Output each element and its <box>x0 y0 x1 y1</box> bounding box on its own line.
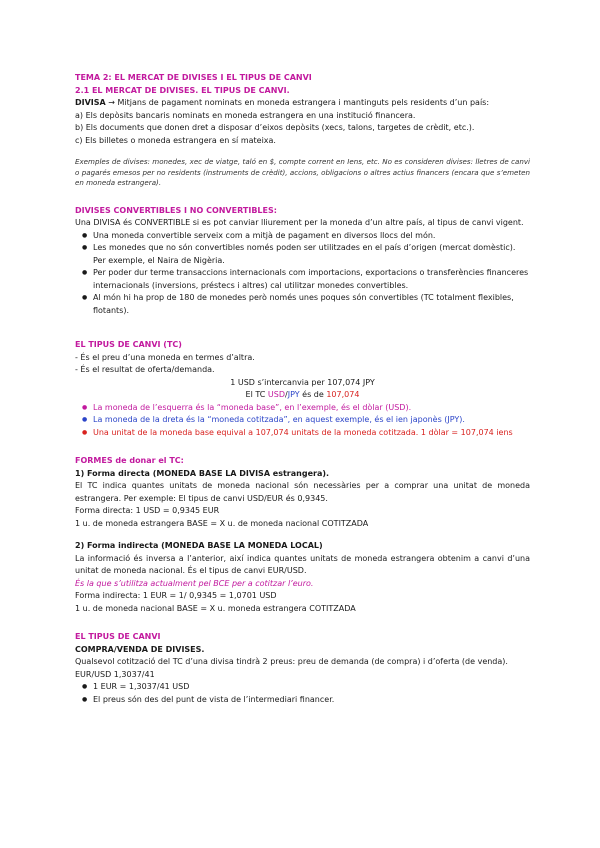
divisa-definition <box>75 97 530 110</box>
forma-directa-formula: Forma directa: 1 USD = 0,9345 EUR <box>75 506 220 516</box>
convertibles-heading: DIVISES CONVERTIBLES I NO CONVERTIBLES: <box>75 205 277 215</box>
tema-subtitle: 2.1 EL MERCAT DE DIVISES. EL TIPUS DE CANVI. <box>75 85 290 95</box>
tc-value-line <box>75 389 530 402</box>
list-item: ● Una unitat de la moneda base equival a 107,074 unitats de la moneda cotitzada. 1 dòlar = 107,074 iens <box>75 427 530 440</box>
tc-line-2: - És el resultat de oferta/demanda. <box>75 365 215 375</box>
divisa-item-c: c) Els billetes o moneda estrangera en sí mateixa. <box>75 135 276 145</box>
forma-indirecta-text: La informació és inversa a l’anterior, així indica quantes unitats de moneda estrangera obtenim a canvi d’una unitat de moneda nacional. És el tipus de canvi EUR/USD. <box>75 553 530 576</box>
forma-indirecta-base: 1 u. de moneda nacional BASE = X u. moneda estrangera COTITZADA <box>75 603 356 613</box>
compra-heading: EL TIPUS DE CANVI <box>75 632 161 642</box>
compra-subheading: COMPRA/VENDA DE DIVISES. <box>75 644 205 654</box>
list-item: ● El preus són des del punt de vista de l’intermediari financer. <box>75 694 530 707</box>
convertibles-list <box>75 230 530 318</box>
forma-directa-title: 1) Forma directa (MONEDA BASE LA DIVISA estrangera). <box>75 468 330 478</box>
forma-indirecta-note: És la que s’utilitza actualment pel BCE per a cotitzar l’euro. <box>75 578 314 588</box>
tc-el-tc: El TC <box>245 390 268 400</box>
list-item: ● Per poder dur terme transaccions internacionals com importacions, exportacions o transferències financeres internacionals (inversions, préstecs i altres) cal utilitzar monedes convertibles. <box>75 267 530 292</box>
list-item: ● La moneda de l’esquerra és la “moneda base”, en l’exemple, és el dòlar (USD). <box>75 402 530 415</box>
tc-list <box>75 402 530 440</box>
divisa-examples: Exemples de divises: monedes, xec de viatge, taló en $, compte corrent en Iens, etc. No es consideren divises: lletres de canvi o pagarés emesos per no residents (instruments de crèdit), accions, obligacions o altres actius financers (encara que s’emeten en moneda estrangera). <box>75 157 530 188</box>
tc-heading: EL TIPUS DE CANVI (TC) <box>75 340 182 350</box>
divisa-item-b: b) Els documents que donen dret a disposar d’eixos depòsits (xecs, talons, targetes de crèdit, etc.). <box>75 123 475 132</box>
list-item: ● Una moneda convertible serveix com a mitjà de pagament en diversos llocs del món. <box>75 230 530 243</box>
list-item: ● Al món hi ha prop de 180 de monedes però només unes poques són convertibles (TC totalment flexibles, flotants). <box>75 292 530 317</box>
tc-slash: / <box>285 390 288 400</box>
tc-usd: USD <box>267 390 286 400</box>
compra-text: Qualsevol cotització del TC d’una divisa tindrà 2 preus: preu de demanda (de compra) i d’oferta (de venda). <box>75 657 508 667</box>
divisa-item-a: a) Els depòsits bancaris nominats en moneda estrangera en una institució financera. <box>75 110 416 120</box>
tc-es-de: és de <box>299 390 327 400</box>
compra-pair: EUR/USD 1,3037/41 <box>75 669 155 679</box>
tema-title: TEMA 2: EL MERCAT DE DIVISES I EL TIPUS DE CANVI <box>75 73 312 82</box>
forma-directa-text: El TC indica quantes unitats de moneda nacional són necessàries per a comprar una unitat de moneda estrangera. Per exemple: El tipus de canvi USD/EUR és 0,9345. <box>75 481 530 503</box>
tc-example-line: 1 USD s’intercanvia per 107,074 JPY <box>230 377 375 387</box>
convertibles-intro: Una DIVISA és CONVERTIBLE si es pot canviar lliurement per la moneda d’un altre país, al tipus de canvi vigent. <box>75 218 524 228</box>
compra-list <box>75 681 530 706</box>
divisa-term: DIVISA <box>75 98 106 107</box>
tc-value: 107,074 <box>326 390 360 400</box>
formes-heading: FORMES de donar el TC: <box>75 456 184 466</box>
forma-directa-base: 1 u. de moneda estrangera BASE = X u. de moneda nacional COTITZADA <box>75 518 369 528</box>
forma-indirecta-title: 2) Forma indirecta (MONEDA BASE LA MONEDA LOCAL) <box>75 541 323 551</box>
tc-jpy: JPY <box>287 390 300 400</box>
list-item: ● Les monedes que no són convertibles només poden ser utilitzades en el país d’origen (mercat domèstic). Per exemple, el Naira de Nigèria. <box>75 242 530 267</box>
document-body <box>75 72 530 706</box>
forma-indirecta-formula: Forma indirecta: 1 EUR = 1/ 0,9345 = 1,0701 USD <box>75 591 277 601</box>
list-item: ● 1 EUR = 1,3037/41 USD <box>75 681 530 694</box>
list-item: ● La moneda de la dreta és la “moneda cotitzada”, en aquest exemple, és el ien japonès (JPY). <box>75 414 530 427</box>
tc-line-1: - És el preu d’una moneda en termes d’altra. <box>75 352 255 362</box>
divisa-def-text: → Mitjans de pagament nominats en moneda estrangera i mantinguts pels residents d’un país: <box>105 98 490 107</box>
